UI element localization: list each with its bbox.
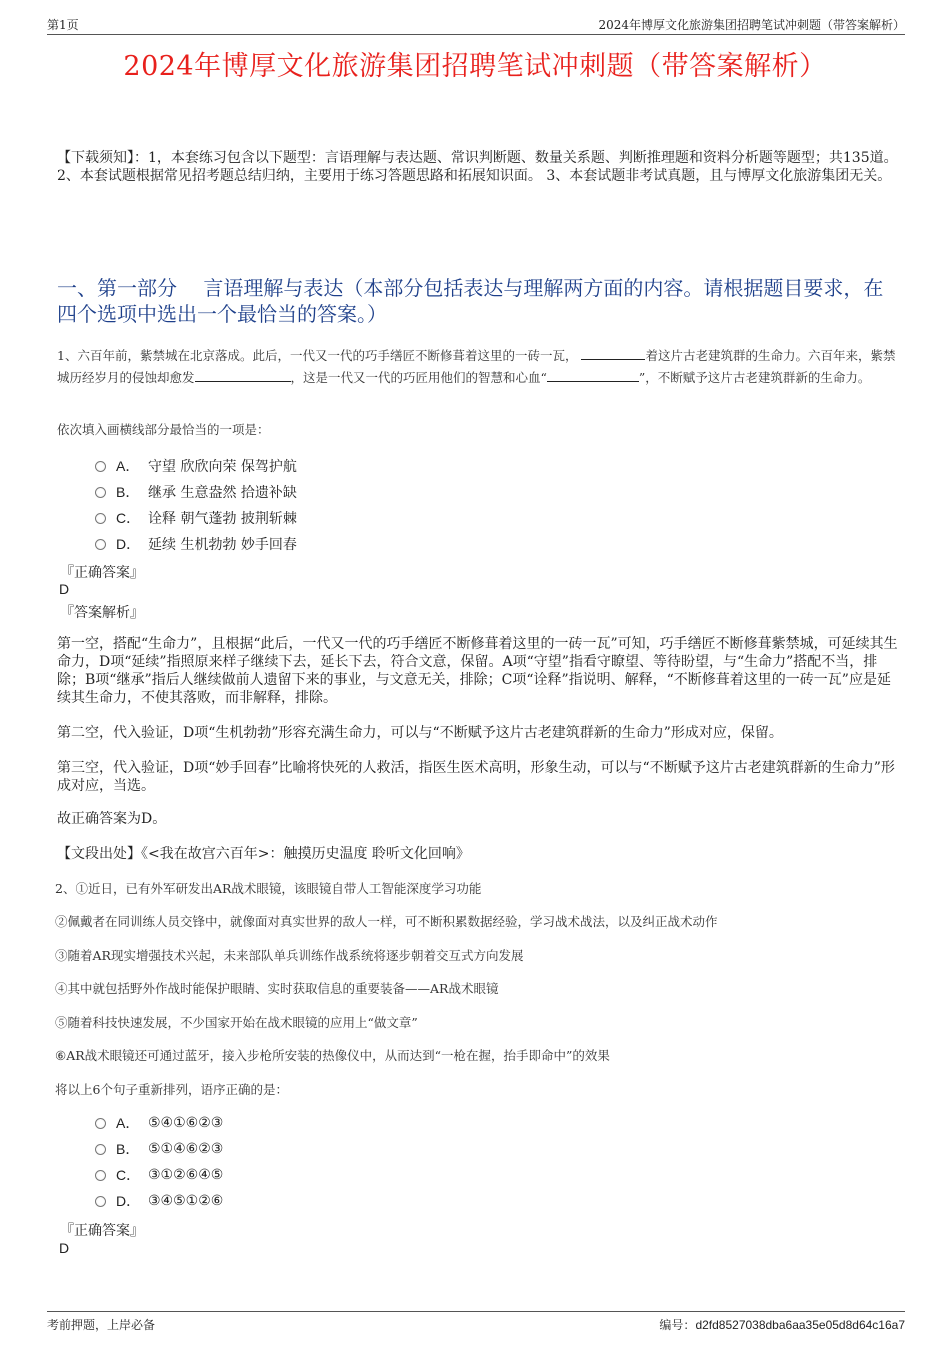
q2-instruction: 将以上6个句子重新排列，语序正确的是：: [55, 1082, 288, 1097]
q1-answer-label: 『正确答案』: [60, 565, 144, 581]
q1-analysis-paragraph: 第三空，代入验证，D项“妙手回春”比喻将快死的人救活，指医生医术高明，形象生动，可以与“不断赋予这片古老建筑群新的生命力”形成对应，当选。: [57, 760, 895, 794]
option-letter: D．: [116, 536, 141, 552]
option-text: 守望 欣欣向荣 保驾护航: [148, 459, 297, 475]
q1-text-part-c: ，这是一代又一代的巧匠用他们的智慧和心血“: [290, 370, 547, 385]
document-title: 2024年博厚文化旅游集团招聘笔试冲刺题（带答案解析）: [123, 51, 827, 82]
page-header: [47, 12, 905, 35]
radio-icon[interactable]: [95, 539, 106, 550]
download-notice: 【下载须知】：1，本套练习包含以下题型：言语理解与表达题、常识判断题、数量关系题、判断推理题和资料分析题等题型；共135道。 2、本套试题根据常见招考题总结归纳，主要用于练习答题思路和拓展知识面。 3、本套试题非考试真题，且与博厚文化旅游集团无关。: [57, 150, 898, 184]
question-1-stem: [57, 345, 898, 389]
radio-icon[interactable]: [95, 487, 106, 498]
page-number: 第1页: [47, 18, 79, 32]
q1-answer: D: [59, 581, 70, 597]
q1-blank-3: [547, 367, 639, 382]
option-letter: B．: [116, 484, 140, 500]
radio-icon[interactable]: [95, 513, 106, 524]
q1-blank-1: [581, 345, 645, 360]
q1-text-part-d: ”，不断赋予这片古老建筑群新的生命力。: [638, 370, 871, 385]
q1-text-part-a: 1、六百年前，紫禁城在北京落成。此后，一代又一代的巧手缮匠不断修葺着这里的一砖一瓦，: [57, 348, 578, 363]
option-text: ③④⑤①②⑥: [148, 1193, 224, 1209]
option-text: ⑤④①⑥②③: [148, 1115, 224, 1131]
q1-analysis-paragraph: 第一空，搭配“生命力”，且根据“此后，一代又一代的巧手缮匠不断修葺着这里的一砖一瓦”可知，巧手缮匠不断修葺紫禁城，可延续其生命力，D项“延续”指照原来样子继续下去，延长下去，符合文意，保留。A项“守望”指看守瞭望、等待盼望，与“生命力”搭配不当，排除；B项“继承”指后人继续做前人遗留下来的事业，与文意无关，排除；C项“诠释”指说明、解释，“不断修葺着这里的一砖一瓦”应是延续其生命力，不使其落败，而非解释，排除。: [57, 636, 898, 706]
q2-sentence: ④其中就包括野外作战时能保护眼睛、实时获取信息的重要装备——AR战术眼镜: [55, 981, 499, 996]
option-text: 延续 生机勃勃 妙手回春: [148, 537, 297, 553]
q1-source: 【文段出处】《<我在故宫六百年>：触摸历史温度 聆听文化回响》: [57, 846, 470, 862]
q1-analysis-paragraph: 第二空，代入验证，D项“生机勃勃”形容充满生命力，可以与“不断赋予这片古老建筑群新的生命力”形成对应，保留。: [57, 725, 783, 741]
q1-option-b[interactable]: [95, 482, 297, 502]
radio-icon[interactable]: [95, 1196, 106, 1207]
option-text: 继承 生意盎然 拾遗补缺: [148, 485, 297, 501]
q1-instruction: 依次填入画横线部分最恰当的一项是：: [57, 422, 270, 437]
q1-option-a[interactable]: [95, 456, 297, 476]
q1-option-c[interactable]: [95, 508, 297, 528]
q1-option-d[interactable]: [95, 534, 297, 554]
option-letter: C．: [116, 1167, 141, 1183]
q2-option-c[interactable]: [95, 1165, 223, 1185]
q2-option-a[interactable]: [95, 1113, 223, 1133]
q2-sentence: ⑤随着科技快速发展，不少国家开始在战术眼镜的应用上“做文章”: [55, 1015, 418, 1030]
q2-answer: D: [59, 1240, 70, 1256]
radio-icon[interactable]: [95, 1144, 106, 1155]
q2-answer-label: 『正确答案』: [60, 1223, 144, 1239]
section-title: 一、第一部分 言语理解与表达（本部分包括表达与理解两方面的内容。请根据题目要求，在四个选项中选出一个最恰当的答案。）: [57, 276, 884, 326]
q1-blank-2: [195, 367, 291, 382]
q1-analysis-conclusion: 故正确答案为D。: [57, 811, 167, 827]
option-letter: B．: [116, 1141, 140, 1157]
q1-text-part-b: 着这片古老建筑群的生命力。六百年来，紫禁城历经岁月的侵蚀却愈发: [57, 348, 896, 385]
option-letter: D．: [116, 1193, 141, 1209]
footer-code-value: d2fd8527038dba6aa35e05d8d64c16a7: [695, 1318, 905, 1332]
q2-sentence: 2、①近日，已有外军研发出AR战术眼镜，该眼镜自带人工智能深度学习功能: [55, 881, 482, 896]
q2-sentence: ②佩戴者在同训练人员交锋中，就像面对真实世界的敌人一样，可不断积累数据经验，学习战术战法，以及纠正战术动作: [55, 914, 718, 929]
option-letter: A．: [116, 1115, 140, 1131]
radio-icon[interactable]: [95, 1118, 106, 1129]
q2-option-b[interactable]: [95, 1139, 223, 1159]
footer-code-label: 编号：: [659, 1318, 696, 1332]
footer-code: [659, 1316, 905, 1333]
option-text: 诠释 朝气蓬勃 披荆斩棘: [148, 511, 297, 527]
option-letter: C．: [116, 510, 141, 526]
radio-icon[interactable]: [95, 1170, 106, 1181]
option-text: ⑤①④⑥②③: [148, 1141, 224, 1157]
q2-option-d[interactable]: [95, 1191, 223, 1211]
radio-icon[interactable]: [95, 461, 106, 472]
q2-sentence: ③随着AR现实增强技术兴起，未来部队单兵训练作战系统将逐步朝着交互式方向发展: [55, 948, 524, 963]
q1-analysis-label: 『答案解析』: [60, 605, 144, 621]
page-footer: [47, 1311, 905, 1332]
header-doc-title: 2024年博厚文化旅游集团招聘笔试冲刺题（带答案解析）: [598, 18, 905, 32]
option-letter: A．: [116, 458, 140, 474]
footer-slogan: 考前押题，上岸必备: [47, 1318, 156, 1332]
option-text: ③①②⑥④⑤: [148, 1167, 224, 1183]
q2-sentence: ⑥AR战术眼镜还可通过蓝牙，接入步枪所安装的热像仪中，从而达到“一枪在握，抬手即命中”的效果: [55, 1048, 610, 1063]
